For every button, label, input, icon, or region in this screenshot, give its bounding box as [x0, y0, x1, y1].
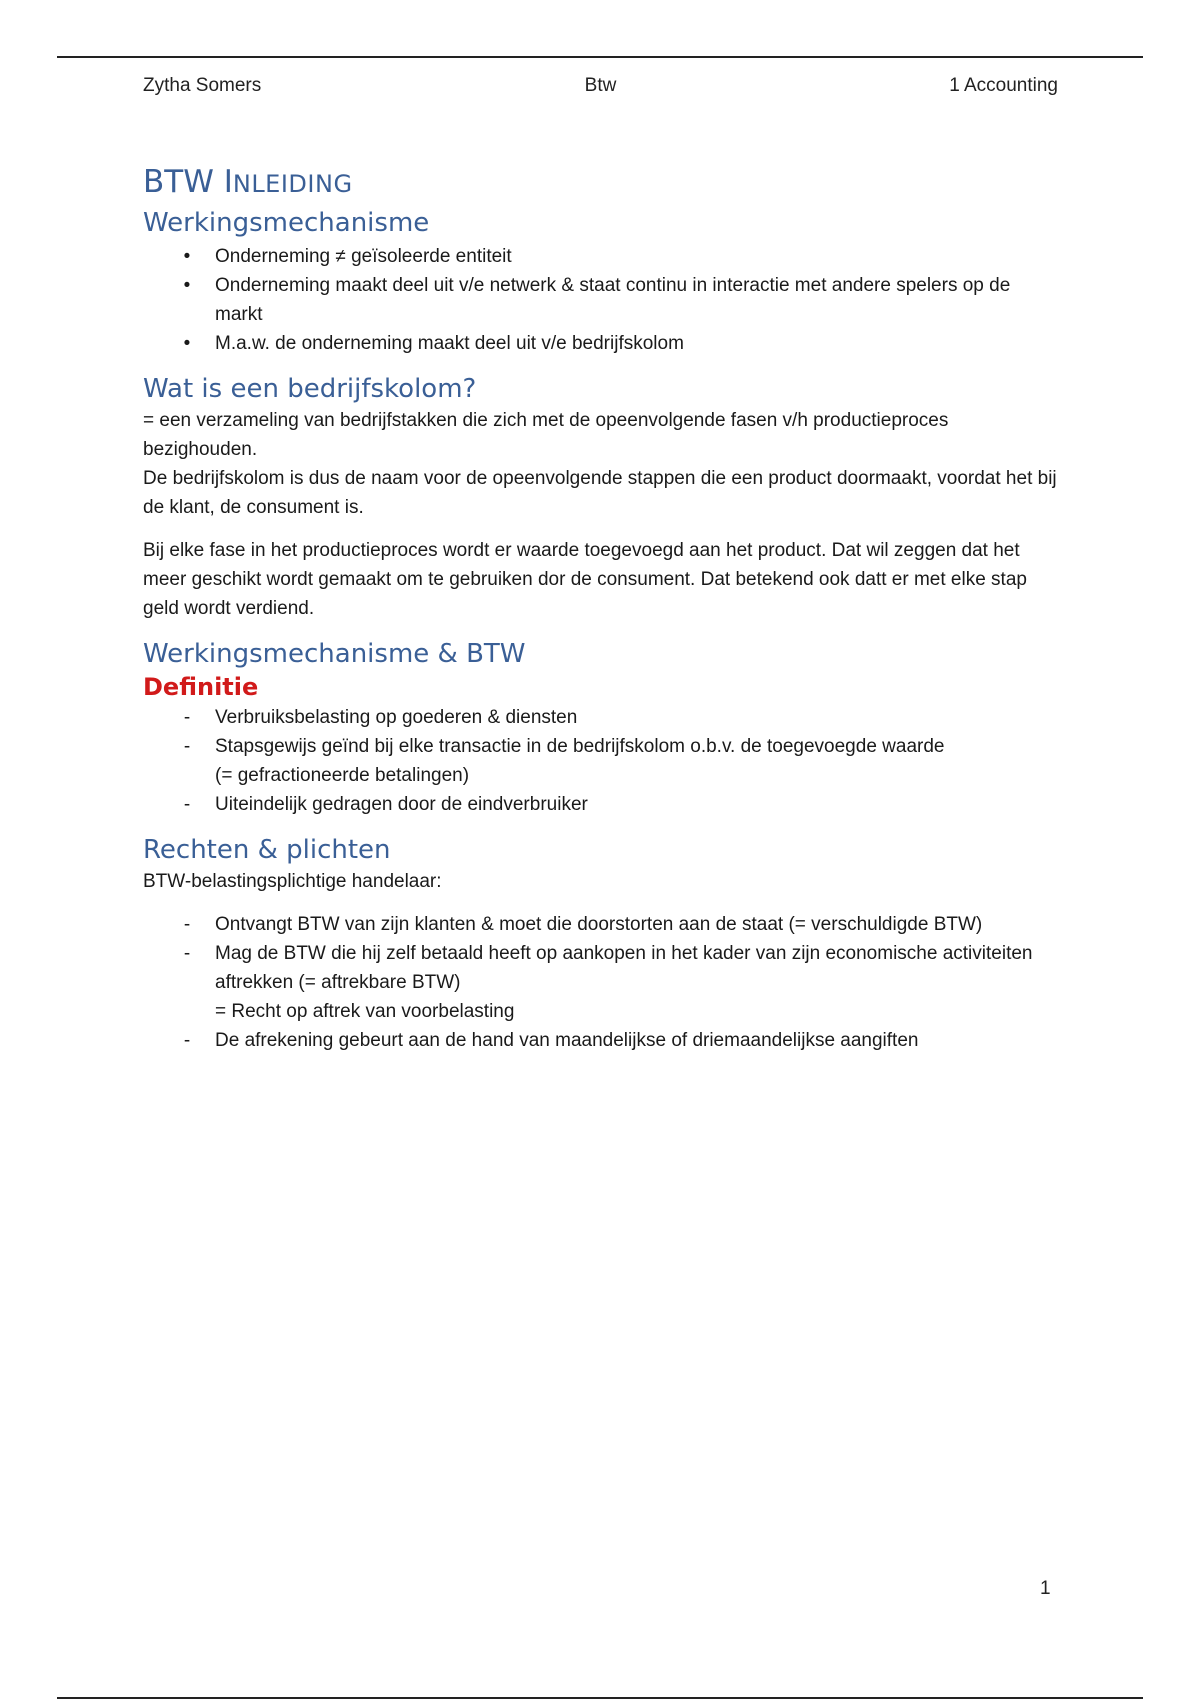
list-item — [143, 732, 1058, 790]
dash-marker: - — [183, 736, 191, 757]
title-rest: NLEIDING — [232, 170, 353, 198]
header-course: 1 Accounting — [949, 75, 1058, 96]
header-subject: Btw — [584, 75, 617, 96]
list-item-text: Mag de BTW die hij zelf betaald heeft op aankopen in het kader van zijn economische activiteiten aftrekken (= aftrekbare BTW) — [215, 943, 1033, 993]
dash-marker: - — [183, 943, 191, 964]
dash-marker: - — [183, 707, 191, 728]
rechten-intro: BTW-belastingsplichtige handelaar: — [143, 871, 442, 892]
definitie-list — [143, 703, 1058, 819]
list-item — [143, 703, 1058, 732]
dash-marker: - — [183, 794, 191, 815]
dash-marker: - — [183, 914, 191, 935]
bullet-marker: • — [183, 275, 191, 296]
bullet-marker: • — [183, 246, 191, 267]
heading-rechten-plichten: Rechten & plichten — [143, 835, 391, 865]
list-item-subtext: (= gefractioneerde betalingen) — [215, 765, 470, 786]
page-title — [143, 162, 1058, 204]
list-item-text: Verbruiksbelasting op goederen & diensten — [215, 707, 578, 728]
list-item — [143, 329, 1058, 358]
bullet-marker: • — [183, 333, 191, 354]
list-item — [143, 1026, 1058, 1055]
footer-rule — [57, 1697, 1143, 1699]
list-item-text: M.a.w. de onderneming maakt deel uit v/e bedrijfskolom — [215, 333, 684, 354]
list-item — [143, 242, 1058, 271]
page-number: 1 — [1040, 1578, 1051, 1599]
heading-definitie: Definitie — [143, 673, 259, 701]
werkingsmechanisme-list — [143, 242, 1058, 358]
heading-werkingsmechanisme: Werkingsmechanisme — [143, 208, 430, 238]
dash-marker: - — [183, 1030, 191, 1051]
header-rule — [57, 56, 1143, 58]
list-item — [143, 939, 1058, 1026]
header-author: Zytha Somers — [143, 75, 262, 96]
running-header — [143, 75, 1058, 99]
definition-line: = een verzameling van bedrijfstakken die zich met de opeenvolgende fasen v/h productieproces bezighouden. — [143, 410, 949, 460]
list-item — [143, 910, 1058, 939]
heading-bedrijfskolom: Wat is een bedrijfskolom? — [143, 374, 477, 404]
title-caps: BTW I — [143, 164, 233, 200]
definition-line: De bedrijfskolom is dus de naam voor de opeenvolgende stappen die een product doormaakt, voordat het bij de klant, de consument is. — [143, 468, 1057, 518]
list-item-text: Uiteindelijk gedragen door de eindverbruiker — [215, 794, 588, 815]
rechten-list — [143, 910, 1058, 1055]
heading-werkingsmechanisme-btw: Werkingsmechanisme & BTW — [143, 639, 526, 669]
definition-paragraph — [143, 406, 1058, 522]
list-item — [143, 790, 1058, 819]
list-item — [143, 271, 1058, 329]
list-item-text: Onderneming maakt deel uit v/e netwerk & staat continu in interactie met andere spelers op de markt — [215, 275, 1011, 325]
list-item-text: De afrekening gebeurt aan de hand van maandelijkse of driemaandelijkse aangiften — [215, 1030, 919, 1051]
list-item-text: Stapsgewijs geïnd bij elke transactie in de bedrijfskolom o.b.v. de toegevoegde waarde — [215, 736, 945, 757]
value-paragraph: Bij elke fase in het productieproces wordt er waarde toegevoegd aan het product. Dat wil zeggen dat het meer geschikt wordt gemaakt om te gebruiken dor de consument. Dat betekend ook datt er met elke stap geld wordt verdiend. — [143, 540, 1027, 619]
list-item-subtext: = Recht op aftrek van voorbelasting — [215, 1001, 515, 1022]
list-item-text: Ontvangt BTW van zijn klanten & moet die doorstorten aan de staat (= verschuldigde BTW) — [215, 914, 983, 935]
document-body — [143, 162, 1058, 1055]
list-item-text: Onderneming ≠ geïsoleerde entiteit — [215, 246, 512, 267]
